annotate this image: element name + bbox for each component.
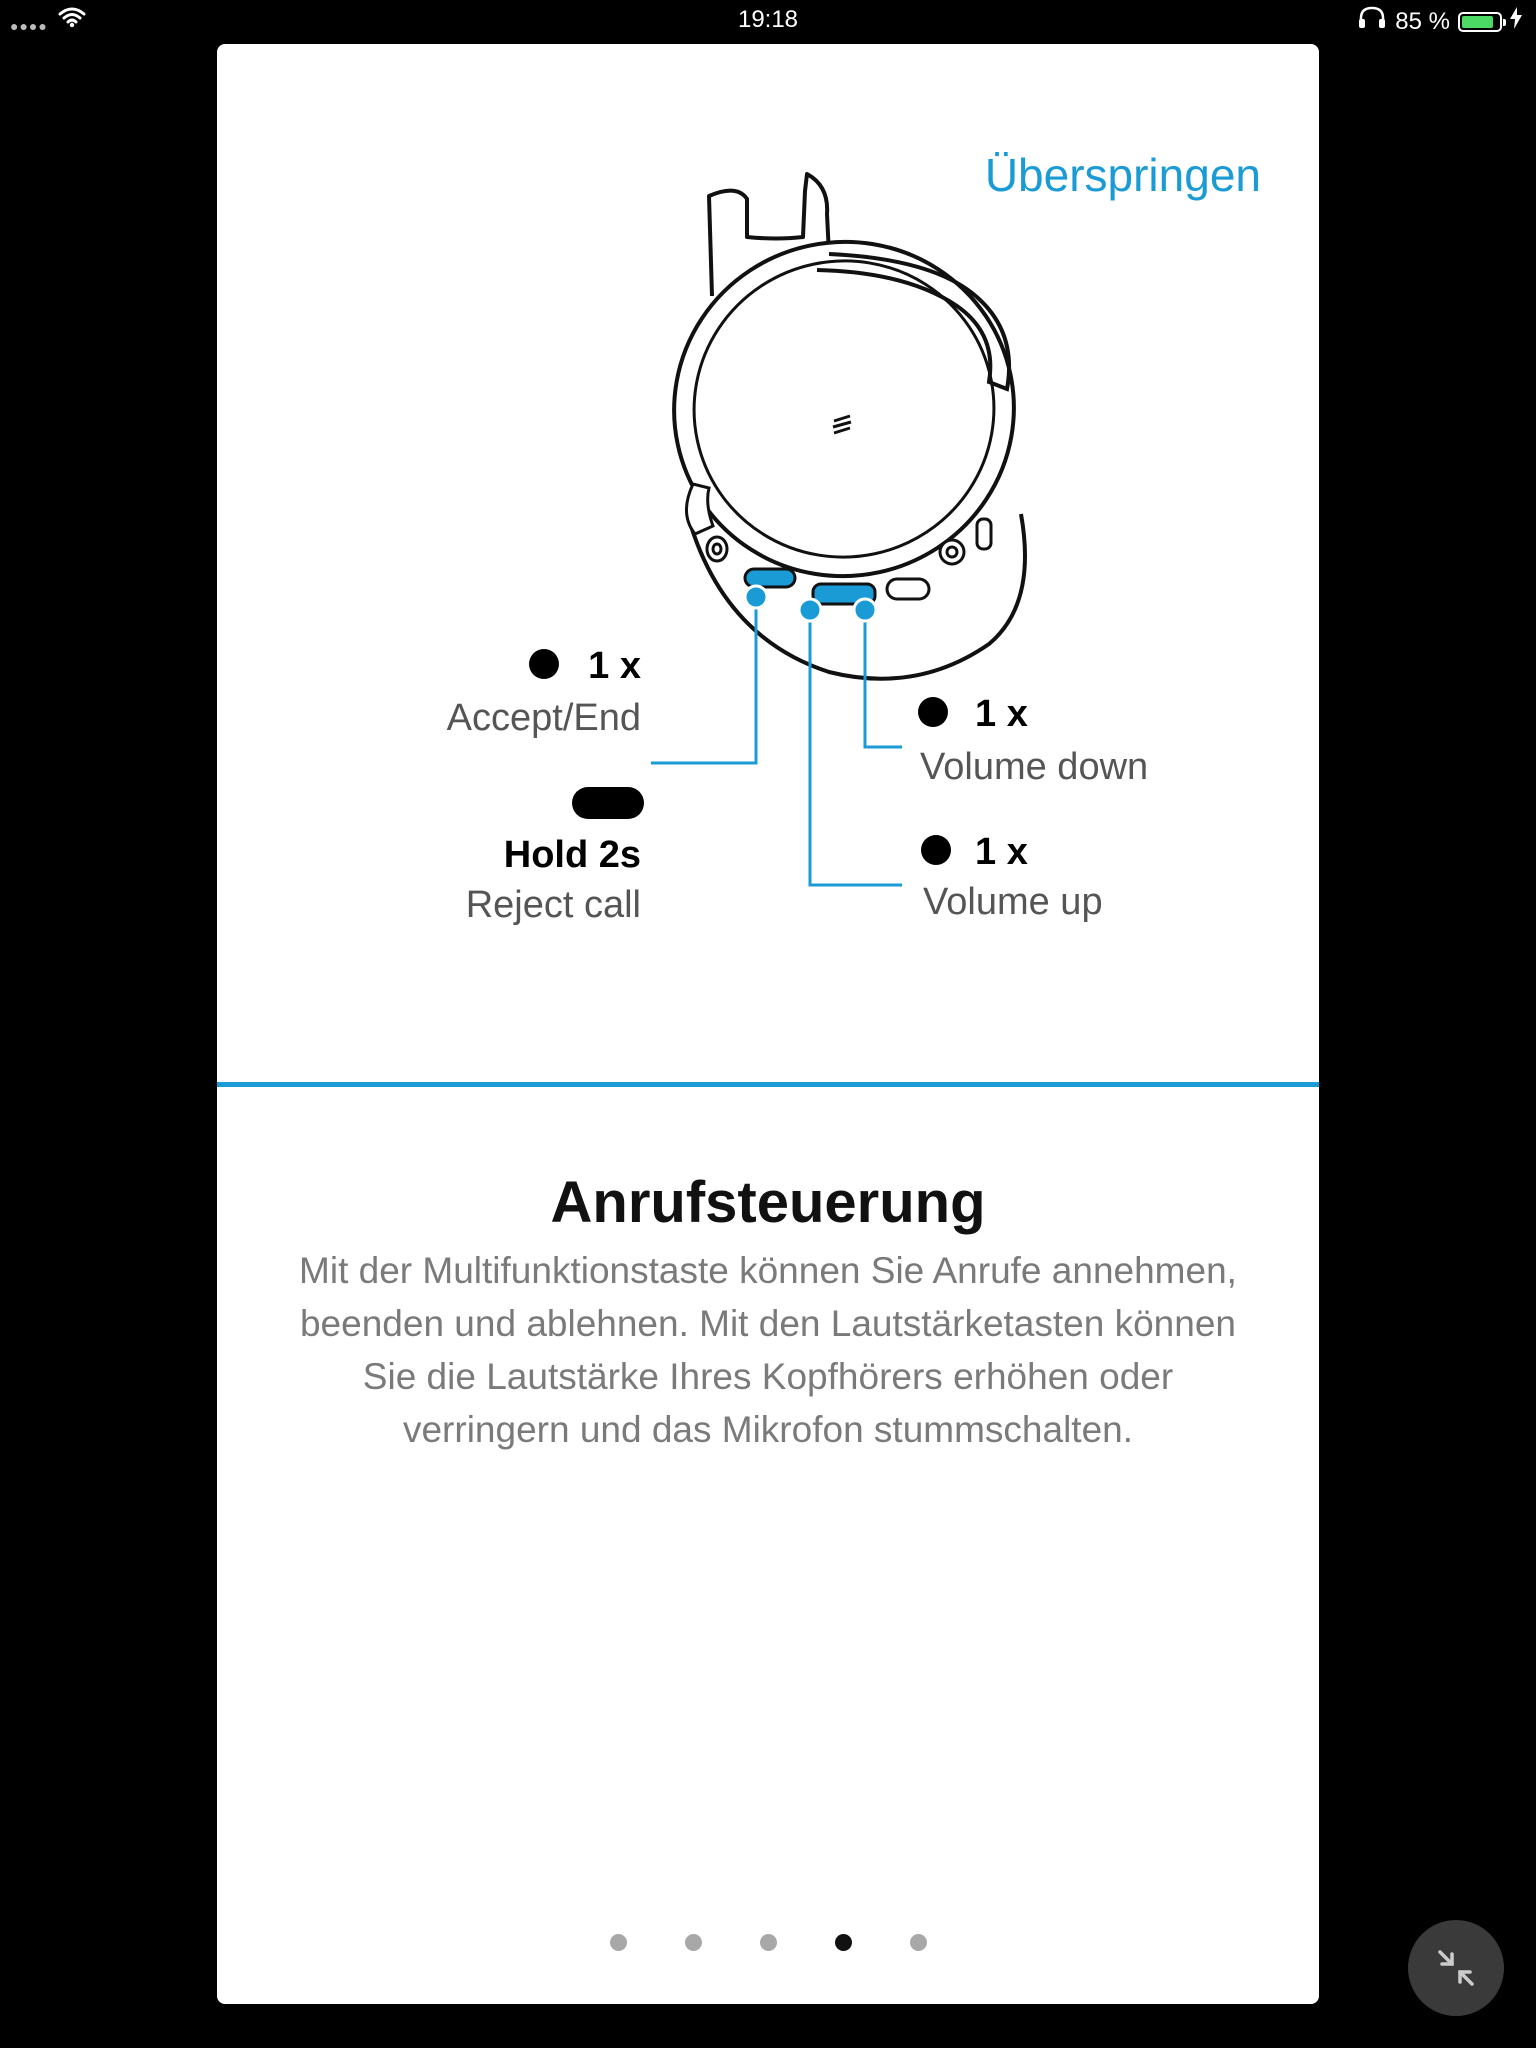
onboarding-card bbox=[217, 44, 1319, 2004]
charging-icon bbox=[1510, 7, 1522, 36]
callout-lines bbox=[651, 597, 902, 885]
battery-percent: 85 % bbox=[1395, 7, 1450, 35]
status-time: 19:18 bbox=[737, 6, 799, 33]
page-dot-2[interactable] bbox=[685, 1934, 702, 1951]
press-once-dot bbox=[918, 697, 948, 727]
signal-icon: ●●●● bbox=[10, 18, 48, 34]
page-dot-3[interactable] bbox=[760, 1934, 777, 1951]
skip-button[interactable]: Überspringen bbox=[984, 149, 1261, 201]
press-hold-pill bbox=[572, 787, 644, 819]
page-title: Anrufsteuerung bbox=[550, 1170, 986, 1235]
section-divider bbox=[217, 1082, 1319, 1087]
volume-down-label: Volume down bbox=[920, 746, 1149, 788]
status-bar bbox=[0, 0, 1536, 42]
reject-label: Reject call bbox=[465, 884, 641, 926]
volume-down-count: 1 x bbox=[975, 693, 1028, 735]
page-indicator[interactable] bbox=[217, 1934, 1319, 1951]
press-once-dot bbox=[921, 835, 951, 865]
page-dot-5[interactable] bbox=[910, 1934, 927, 1951]
accept-label: Accept/End bbox=[446, 697, 641, 739]
collapse-arrows-icon bbox=[1432, 1944, 1480, 1992]
battery-icon bbox=[1458, 12, 1502, 32]
volume-up-label: Volume up bbox=[923, 881, 1103, 923]
headphones-icon bbox=[1357, 6, 1387, 37]
multifunction-button-drawing bbox=[745, 569, 795, 587]
description-text: Mit der Multifunktionstaste können Sie Anrufe annehmen, beenden und ablehnen. Mit den Lautstärketasten können Sie die Lautstärke Ihres Kopfhörers erhöhen oder verringern und das Mikrofon stummschalten. bbox=[299, 1250, 1237, 1450]
hold-label: Hold 2s bbox=[503, 834, 641, 876]
press-once-dot bbox=[529, 649, 559, 679]
status-right-group bbox=[1357, 6, 1522, 37]
accept-count: 1 x bbox=[588, 645, 641, 687]
battery-fill bbox=[1462, 16, 1493, 28]
page-dot-1[interactable] bbox=[610, 1934, 627, 1951]
volume-up-count: 1 x bbox=[975, 831, 1028, 873]
minimize-button[interactable] bbox=[1408, 1920, 1504, 2016]
page-dot-4[interactable] bbox=[835, 1934, 852, 1951]
earcup-side bbox=[686, 484, 713, 534]
